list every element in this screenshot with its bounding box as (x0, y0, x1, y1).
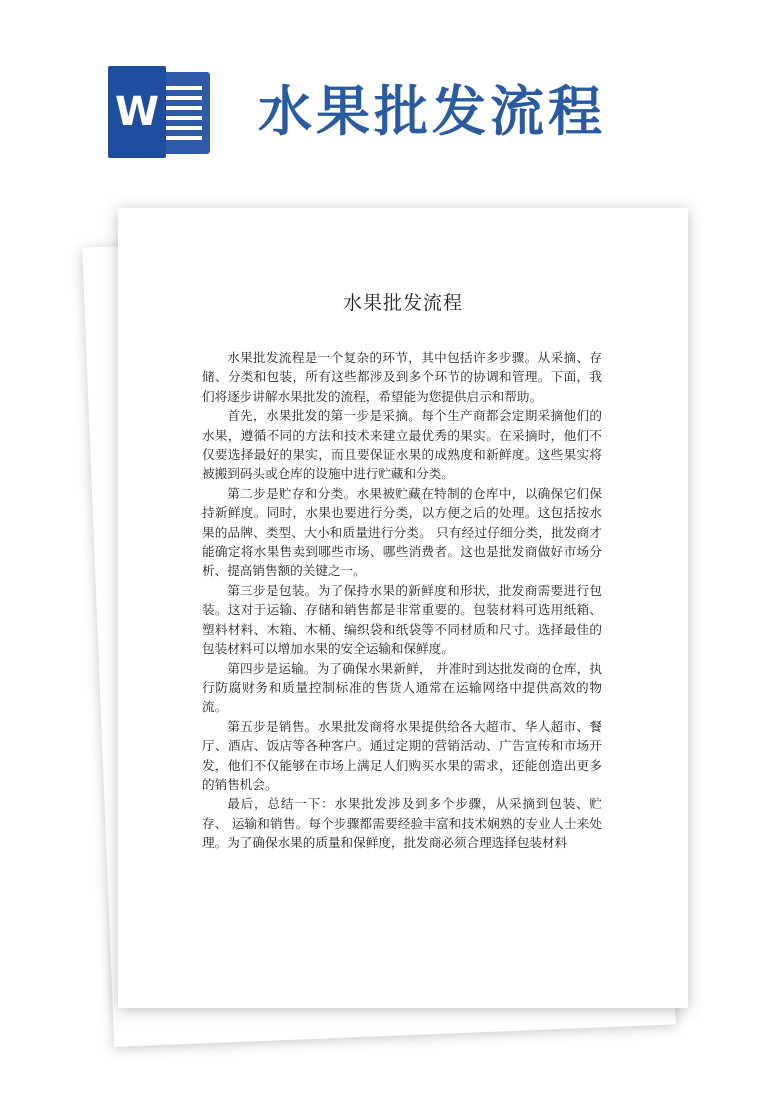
word-document-icon (108, 66, 212, 158)
paragraph: 第二步是贮存和分类。水果被贮藏在特制的仓库中，以确保它们保持新鲜度。同时，水果也要进行分类，以方便之后的处理。这包括按水果的品牌、类型、大小和质量进行分类。 只有经过仔细分类，批发商才能确定将水果售卖到哪些市场、哪些消费者。这也是批发商做好市场分析、提高销售额的关键之一。 (202, 485, 602, 579)
document-title: 水果批发流程 (342, 292, 463, 314)
paragraph: 第四步是运输。为了确保水果新鲜， 并准时到达批发商的仓库，执行防腐财务和质量控制标准的售货人通常在运输网络中提供高效的物流。 (202, 660, 602, 715)
paragraph: 水果批发流程是一个复杂的环节，其中包括许多步骤。从采摘、存储、分类和包装，所有这些都涉及到多个环节的协调和管理。下面，我们将逐步讲解水果批发的流程，希望能为您提供启示和帮助。 (202, 350, 602, 404)
banner-title: 水果批发流程 (258, 80, 606, 143)
document-page (118, 208, 688, 1008)
banner (0, 0, 780, 200)
word-icon-letter: W (108, 66, 166, 158)
paragraph: 第三步是包装。为了保持水果的新鲜度和形状，批发商需要进行包装。这对于运输、存储和销售都是非常重要的。包装材料可选用纸箱、塑料材料、木箱、木桶、编织袋和纸袋等不同材质和尺寸。选择最佳的包装材料可以增加水果的安全运输和保鲜度。 (202, 582, 602, 657)
paragraph: 第五步是销售。水果批发商将水果提供给各大超市、华人超市、餐厅、酒店、饭店等各种客户。通过定期的营销活动、广告宣传和市场开发，他们不仅能够在市场上满足人们购买水果的需求，还能创造出更多的销售机会。 (202, 718, 602, 792)
paragraph: 首先，水果批发的第一步是采摘。每个生产商都会定期采摘他们的水果，遵循不同的方法和技术来建立最优秀的果实。在采摘时，他们不仅要选择最好的果实，而且要保证水果的成熟度和新鲜度。这些果实将被搬到码头或仓库的设施中进行贮藏和分类。 (202, 408, 602, 482)
paragraph: 最后，总结一下：水果批发涉及到多个步骤，从采摘到包装、贮存、 运输和销售。每个步骤都需要经验丰富和技术娴熟的专业人士来处理。为了确保水果的质量和保鲜度，批发商必须合理选择包装材料 (202, 796, 602, 851)
document-body (202, 348, 602, 853)
